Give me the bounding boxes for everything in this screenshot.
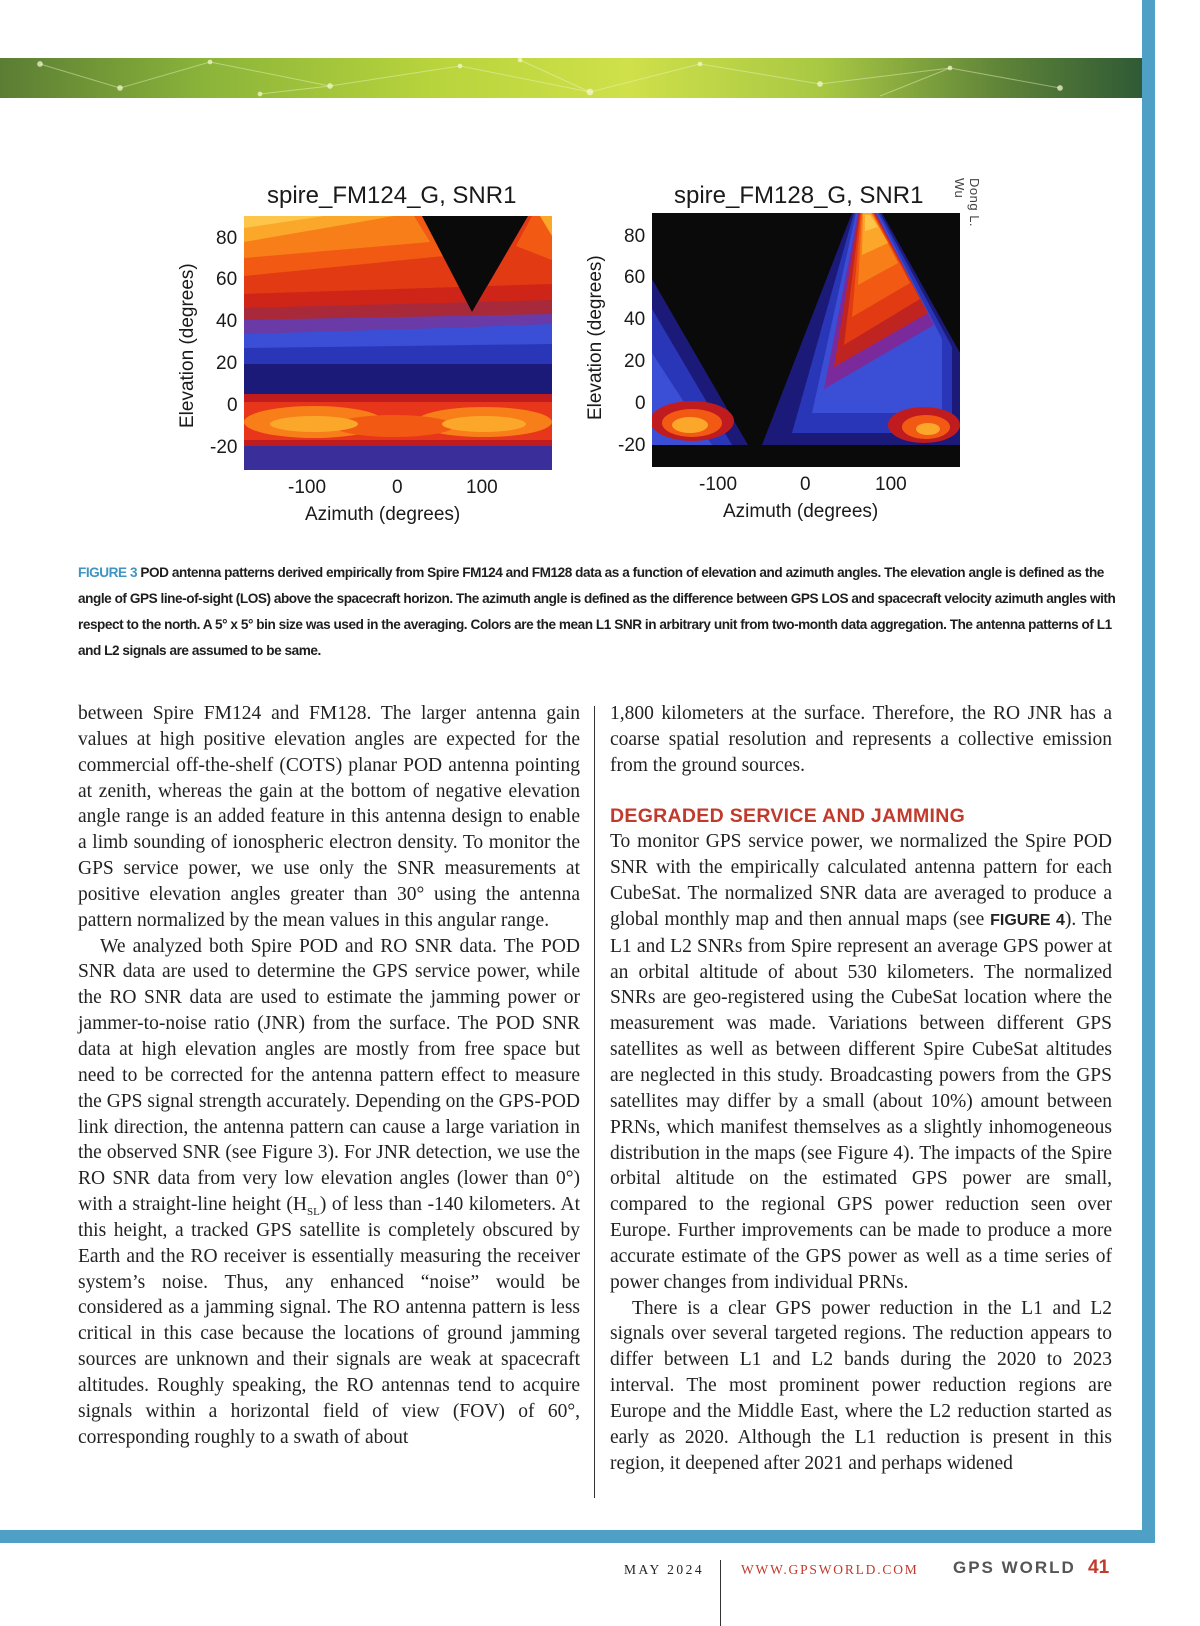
figure-reference: FIGURE 4	[990, 911, 1065, 929]
x-tick-label: 0	[800, 474, 811, 495]
paragraph	[78, 934, 580, 1451]
y-axis-label: Elevation (degrees)	[585, 255, 606, 420]
y-tick-label: 20	[624, 351, 646, 372]
body-column-right	[610, 701, 1112, 1476]
website-url: WWW.GPSWORLD.COM	[741, 1562, 919, 1577]
x-tick-label: 100	[875, 474, 907, 495]
heatmap-fm124	[244, 216, 552, 470]
y-tick-label: 80	[624, 226, 646, 247]
x-tick-label: -100	[288, 477, 327, 498]
plot-title: spire_FM128_G, SNR1	[674, 182, 924, 209]
body-column-left	[78, 701, 580, 1450]
header-decorative-band	[0, 58, 1142, 98]
paragraph-text: We analyzed both Spire POD and RO SNR data. The POD SNR data are used to determine the GPS service power, while the RO SNR data are used to estimate the jamming power or jammer-to-noise ratio (JNR) from the surface. The POD SNR data at high elevation angles are mostly from free space but need to be corrected for the antenna pattern effect to measure the GPS signal strength accurately. Depending on the GPS-POD link direction, the antenna pattern can cause a large variation in the observed SNR (see Figure 3). For JNR detection, we use the RO SNR data from very low elevation angles (lower than 0°) with a straight-line height (H	[78, 935, 580, 1216]
caption-text: POD antenna patterns derived empirically from Spire FM124 and FM128 data as a function of elevation and azimuth angles. The elevation angle is defined as the angle of GPS line-of-sight (LOS) above the spacecraft horizon. The azimuth angle is defined as the difference between GPS LOS and spacecraft velocity azimuth angles with respect to the north. A 5° x 5° bin size was used in the averaging. Colors are the mean L1 SNR in arbitrary unit from two-month data aggregation. The antenna patterns of L1 and L2 signals are assumed to be same.	[78, 565, 1116, 658]
paragraph	[610, 829, 1112, 1295]
footer-divider	[720, 1560, 721, 1626]
y-tick-label: 60	[624, 267, 646, 288]
y-tick-label: -20	[210, 437, 238, 458]
right-accent-bar	[1142, 0, 1155, 1542]
page-footer	[0, 1557, 1120, 1590]
y-axis-label: Elevation (degrees)	[177, 263, 198, 428]
section-heading: DEGRADED SERVICE AND JAMMING	[610, 804, 966, 827]
x-tick-label: 100	[466, 477, 498, 498]
figure-caption	[78, 560, 1128, 664]
x-tick-label: 0	[392, 477, 403, 498]
plot-title: spire_FM124_G, SNR1	[267, 182, 517, 209]
x-axis-label: Azimuth (degrees)	[723, 501, 879, 522]
y-tick-label: -20	[618, 435, 646, 456]
x-axis-label: Azimuth (degrees)	[305, 504, 461, 525]
figure-label: FIGURE 3	[78, 565, 138, 580]
bottom-accent-bar	[0, 1530, 1155, 1543]
y-tick-label: 20	[216, 353, 238, 374]
paragraph: between Spire FM124 and FM128. The larger antenna gain values at high positive elevation angles are expected for the commercial off-the-shelf (COTS) planar POD antenna pointing at zenith, whereas the gain at the bottom of negative elevation angle range is an added feature in this antenna design to enable a limb sounding of ionospheric electron density. To monitor the GPS service power, we use only the SNR measurements at positive elevation angles greater than 30° using the antenna pattern normalized by the mean values in this angular range.	[78, 703, 580, 931]
column-divider	[594, 706, 595, 1498]
figure-credit: Dong L. Wu	[952, 178, 982, 228]
y-tick-label: 0	[635, 393, 646, 414]
paragraph-text: To monitor GPS service power, we normalized the Spire POD SNR with the empirically calculated antenna pattern for each CubeSat. The normalized SNR data are averaged to produce a global monthly map and then annual maps (see	[610, 831, 1112, 930]
y-tick-label: 60	[216, 269, 238, 290]
magazine-name: GPS WORLD	[953, 1558, 1076, 1577]
paragraph: There is a clear GPS power reduction in the L1 and L2 signals over several targeted regions. The reduction appears to differ between L1 and L2 bands during the 2020 to 2023 interval. The most prominent power reduction regions are Europe and the Middle East, where the L2 reduction started as early as 2020. Although the L1 reduction is present in this region, it deepened after 2021 and perhaps widened	[610, 1297, 1112, 1474]
x-tick-label: -100	[699, 474, 738, 495]
paragraph-text: ) of less than -140 kilometers. At this height, a tracked GPS satellite is completely obscured by Earth and the RO receiver is essentially measuring the receiver system’s noise. Thus, any enhanced “noise” would be considered as a jamming signal. The RO antenna pattern is less critical in this case because the locations of ground jamming sources are unknown and their signals are weak at spacecraft altitudes. Roughly speaking, the RO antennas tend to acquire signals within a horizontal field of view (FOV) of 60°, corresponding roughly to a swath of about	[78, 1194, 580, 1448]
y-tick-label: 40	[624, 309, 646, 330]
y-tick-label: 80	[216, 228, 238, 249]
y-tick-label: 0	[227, 395, 238, 416]
paragraph: 1,800 kilometers at the surface. Therefore, the RO JNR has a coarse spatial resolution and represents a collective emission from the ground sources.	[610, 703, 1112, 776]
page-number: 41	[1088, 1557, 1110, 1578]
issue-date: MAY 2024	[624, 1562, 705, 1577]
subscript: SL	[307, 1205, 320, 1218]
paragraph-text: ). The L1 and L2 SNRs from Spire represent an average GPS power at an orbital altitude of about 530 kilometers. The normalized SNRs are geo-registered using the CubeSat location where the measurement was made. Variations between different GPS satellites as well as between different Spire CubeSat altitudes are neglected in this study. Broadcasting powers from the GPS satellites may differ by a small (about 10%) amount between PRNs, which manifest themselves as a slightly inhomogeneous distribution in the maps (see Figure 4). The impacts of the Spire orbital altitude on the estimated GPS power are small, compared to the regional GPS power reduction seen over Europe. Further improvements can be made to produce a more accurate estimate of the GPS power as well as a time series of power changes from individual PRNs.	[610, 908, 1112, 1293]
y-tick-label: 40	[216, 311, 238, 332]
heatmap-fm128	[652, 213, 960, 467]
